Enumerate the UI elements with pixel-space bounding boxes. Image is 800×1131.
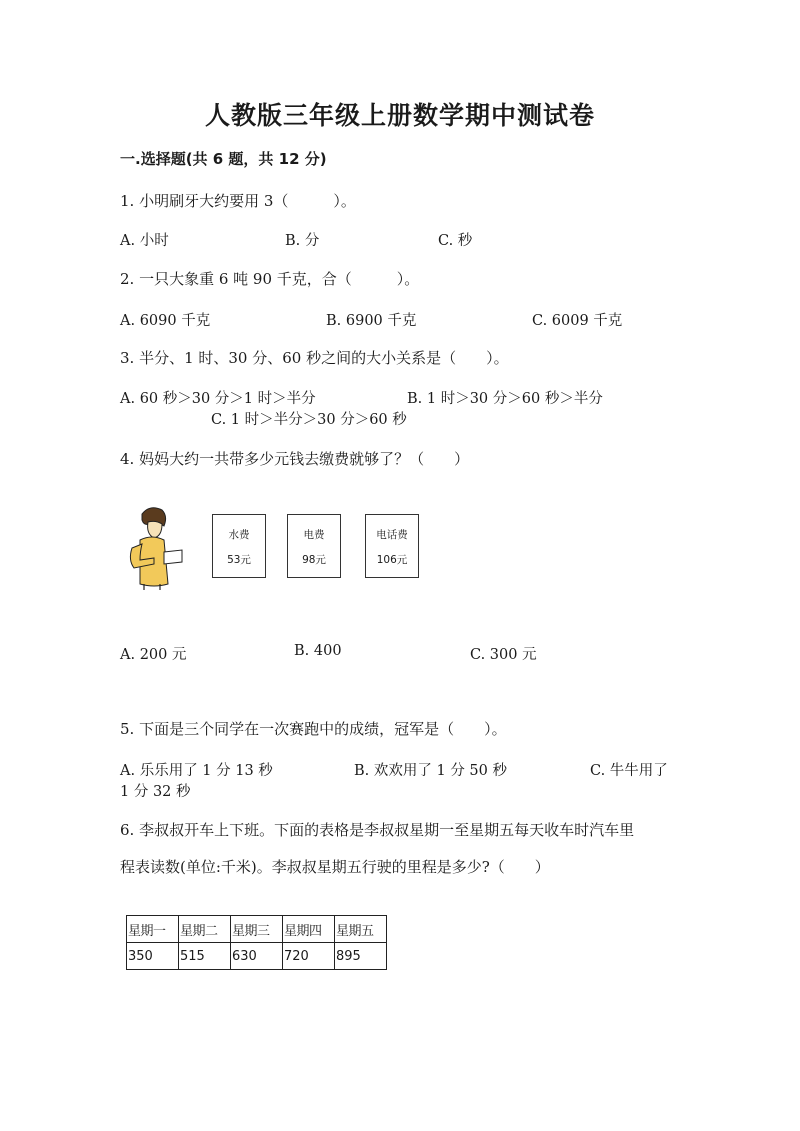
table-cell: 515: [179, 943, 231, 970]
question-6-line-1: 6. 李叔叔开车上下班。下面的表格是李叔叔星期一至星期五每天收车时汽车里: [120, 821, 635, 839]
odometer-table: [126, 915, 387, 970]
table-cell: 350: [127, 943, 179, 970]
q1-option-b[interactable]: B. 分: [285, 233, 320, 249]
bill-name: 水费: [228, 529, 250, 541]
q1-option-c[interactable]: C. 秒: [438, 233, 473, 249]
electricity-bill-card: [287, 514, 341, 578]
bill-amount: 98元: [302, 554, 326, 566]
question-3: 3. 半分、1 时、30 分、60 秒之间的大小关系是（ ）。: [120, 349, 509, 367]
bill-name: 电话费: [376, 529, 408, 541]
q5-option-a[interactable]: A. 乐乐用了 1 分 13 秒: [120, 763, 273, 779]
bill-amount: 106元: [376, 554, 408, 566]
q3-option-b[interactable]: B. 1 时＞30 分＞60 秒＞半分: [407, 391, 603, 407]
question-4: 4. 妈妈大约一共带多少元钱去缴费就够了？（ ）: [120, 450, 470, 468]
table-header-cell: 星期一: [127, 916, 179, 943]
table-header-cell: 星期三: [231, 916, 283, 943]
table-cell: 630: [231, 943, 283, 970]
q3-option-c[interactable]: C. 1 时＞半分＞30 分＞60 秒: [211, 412, 407, 428]
question-5: 5. 下面是三个同学在一次赛跑中的成绩，冠军是（ ）。: [120, 720, 507, 738]
table-header-cell: 星期二: [179, 916, 231, 943]
q4-option-a[interactable]: A. 200 元: [120, 647, 187, 663]
section-heading: 一.选择题(共 6 题，共 12 分): [120, 150, 327, 168]
q5-option-c-continued: 1 分 32 秒: [120, 784, 191, 800]
q3-option-a[interactable]: A. 60 秒＞30 分＞1 时＞半分: [120, 391, 316, 407]
bill-amount: 53元: [227, 554, 251, 566]
phone-bill-card: [365, 514, 419, 578]
table-header-cell: 星期四: [283, 916, 335, 943]
page-title: 人教版三年级上册数学期中测试卷: [204, 101, 595, 130]
q2-option-a[interactable]: A. 6090 千克: [120, 313, 211, 329]
question-6-line-2: 程表读数(单位:千米)。李叔叔星期五行驶的里程是多少?（ ）: [120, 858, 550, 876]
table-header-cell: 星期五: [335, 916, 387, 943]
question-1: 1. 小明刷牙大约要用 3（ ）。: [120, 192, 356, 210]
q2-option-c[interactable]: C. 6009 千克: [532, 313, 623, 329]
water-bill-card: [212, 514, 266, 578]
table-cell: 895: [335, 943, 387, 970]
table-cell: 720: [283, 943, 335, 970]
table-row: [127, 943, 387, 970]
q4-option-b[interactable]: B. 400: [294, 643, 342, 659]
q5-option-b[interactable]: B. 欢欢用了 1 分 50 秒: [354, 763, 507, 779]
table-header-row: [127, 916, 387, 943]
mother-illustration: [124, 504, 184, 590]
question-2: 2. 一只大象重 6 吨 90 千克，合（ ）。: [120, 270, 420, 288]
q4-option-c[interactable]: C. 300 元: [470, 647, 537, 663]
q1-option-a[interactable]: A. 小时: [120, 233, 169, 249]
q2-option-b[interactable]: B. 6900 千克: [326, 313, 417, 329]
q5-option-c[interactable]: C. 牛牛用了: [590, 763, 668, 779]
bill-name: 电费: [303, 529, 325, 541]
